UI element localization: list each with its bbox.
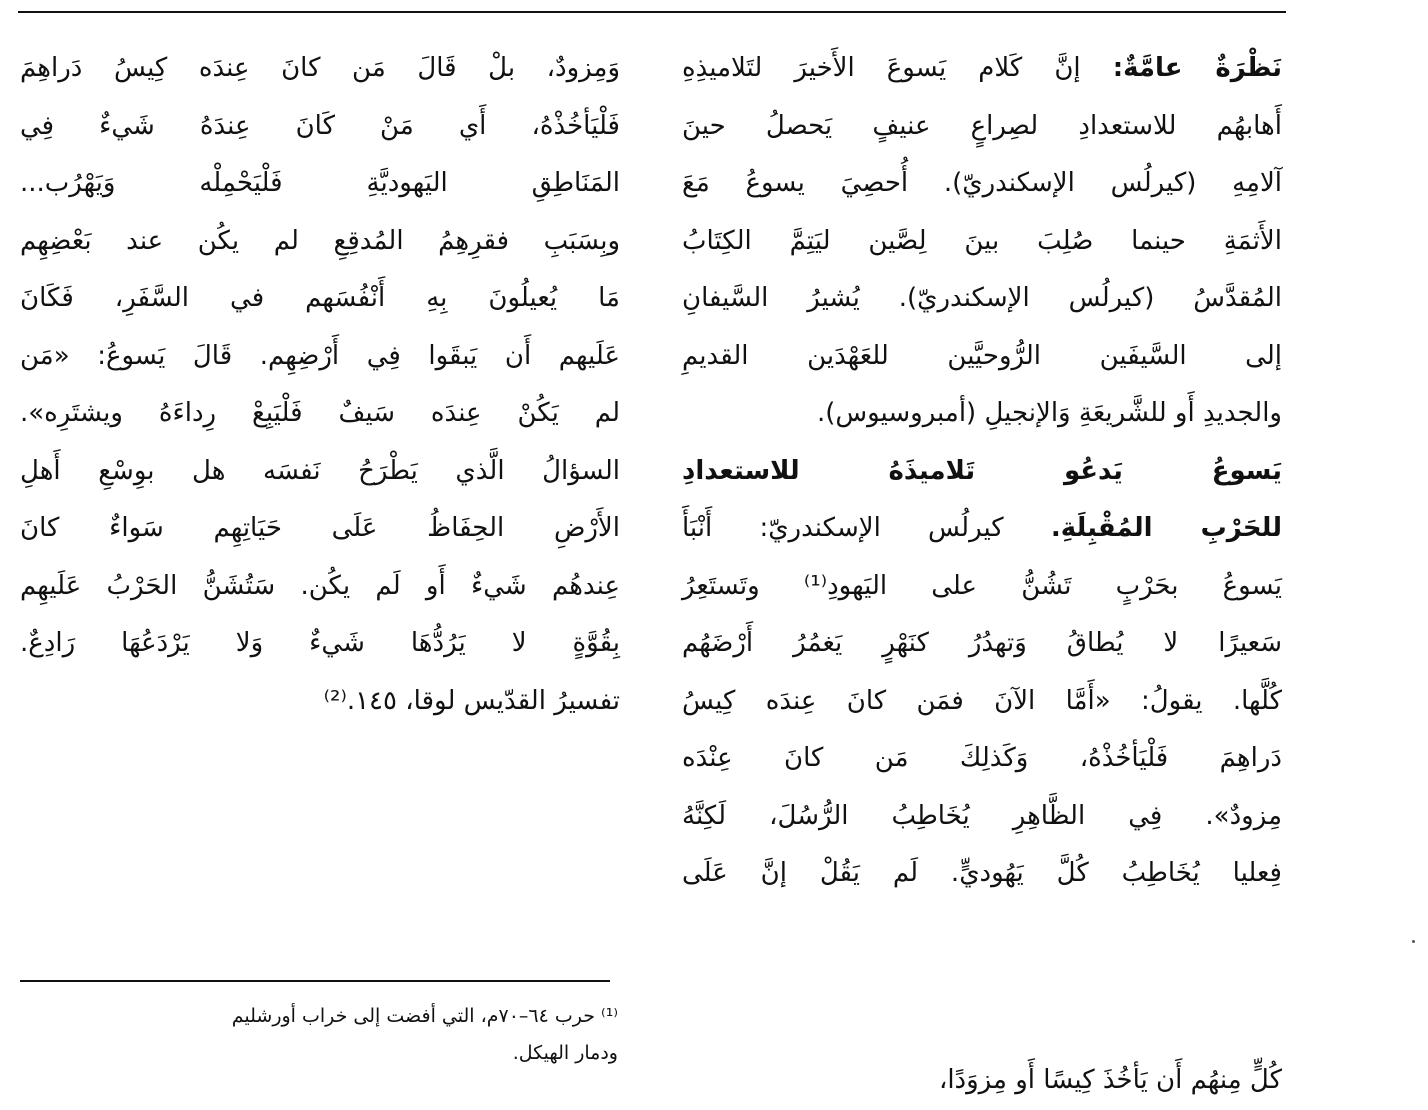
footnote-rule	[20, 980, 610, 982]
body-text: مِزودٌ». فِي الظَّاهِرِ يُخَاطِبُ الرُّسُلَ، لَكِنَّهُ	[682, 800, 1282, 831]
text-line	[682, 558, 1282, 616]
text-line	[682, 443, 1282, 501]
cut-off-line-text: كُلٍّ مِنهُم أَن يَأخُذَ كِيسًا أَو مِزوَدًا،	[938, 1065, 1282, 1095]
body-text: يَسوعُ بحَرْبٍ تَشُنُّ على اليَهودِ⁽¹⁾ وتَستَعِرُ	[682, 570, 1282, 601]
text-line	[20, 98, 620, 156]
cut-off-line	[682, 1065, 1282, 1108]
body-text: بِقُوَّةٍ لا يَرُدُّهَا شَيءٌ وَلا يَرْدَعُهَا رَادِعٌ.	[20, 628, 620, 658]
body-text: عِندهُم شَيءٌ أَو لَم يكُن. سَتُشَنُّ الحَرْبُ عَلَيهِم	[20, 570, 620, 601]
header-rule	[18, 11, 1286, 13]
body-text: سَعيرًا لا يُطاقُ وَتهدُرُ كنَهْرٍ يَغمُرُ أَرْضَهُم	[682, 628, 1282, 658]
body-text: الأَثمَةِ حينما صُلِبَ بينَ لِصَّين ليَتِمَّ الكِتَابُ	[682, 225, 1282, 256]
scan-speck	[1412, 940, 1415, 943]
body-text: المَنَاطِقِ اليَهوديَّةِ فَلْيَحْمِلْه وَيَهْرُب...	[20, 168, 620, 198]
body-text: الأَرْضِ الحِفَاظُ عَلَى حَيَاتِهِم سَواءٌ كانَ	[20, 513, 620, 543]
body-text: فِعليا يُخَاطِبُ كُلَّ يَهُوديٍّ. لَم يَقُلْ إنَّ عَلَى	[682, 858, 1282, 888]
section-heading: نَظْرَةٌ عامَّةٌ:	[1112, 53, 1282, 83]
text-line	[20, 385, 620, 443]
text-line	[682, 673, 1282, 731]
text-line	[20, 615, 620, 673]
body-text: كيرلُس الإسكندريّ: أَنْبَأَ	[682, 513, 1051, 543]
body-text: السؤالُ الَّذي يَطْرَحُ نَفسَه هل بوِسْعِ أَهلِ	[20, 455, 620, 486]
text-line	[682, 788, 1282, 846]
body-text: وبِسَبَبِ فقرِهِمُ المُدقِعِ لم يكُن عند بَعْضِهِم	[20, 225, 620, 256]
text-line	[20, 155, 620, 213]
text-line	[682, 730, 1282, 788]
section-heading: للحَرْبِ المُقْبِلَةِ.	[1050, 513, 1283, 543]
body-text: لم يَكُنْ عِندَه سَيفٌ فَلْيَبِعْ رِداءَهُ ويشتَرِه».	[20, 398, 620, 428]
text-line	[682, 98, 1282, 156]
body-text: عَلَيهم أَن يَبقَوا فِي أَرْضِهِم. قَالَ يَسوعُ: «مَن	[20, 340, 620, 371]
body-text: دَراهِمَ فَلْيَأخُذْهُ، وَكَذلِكَ مَن كانَ عِنْدَه	[682, 743, 1282, 773]
text-line	[682, 385, 1282, 443]
body-text: مَا يُعيلُونَ بِهِ أَنْفُسَهم في السَّفَرِ، فَكَانَ	[20, 283, 620, 313]
right-column	[682, 40, 1282, 903]
text-line	[682, 155, 1282, 213]
body-text: كُلَّها. يقولُ: «أَمَّا الآنَ فمَن كانَ عِندَه كِيسُ	[682, 685, 1282, 716]
body-text: إنَّ كَلام يَسوعَ الأَخيرَ لتَلاميذِهِ	[682, 53, 1113, 83]
text-line	[20, 270, 620, 328]
text-line	[682, 500, 1282, 558]
text-line	[20, 213, 620, 271]
text-line	[20, 40, 620, 98]
text-line	[682, 845, 1282, 903]
text-line	[682, 213, 1282, 271]
text-line	[682, 40, 1282, 98]
body-text: أَهابهُم للاستعدادِ لصِراعٍ عنيفٍ يَحصلُ حينَ	[682, 110, 1282, 141]
text-line	[20, 328, 620, 386]
footnote-1-line-2: ودمار الهيكل.	[512, 1042, 618, 1064]
body-text: فَلْيَأخُذْهُ، أَي مَنْ كَانَ عِندَهُ شَيءٌ فِي	[20, 110, 620, 141]
text-line	[682, 328, 1282, 386]
footnote-1-line-1: ⁽¹⁾ حرب ٦٤–٧٠م، التي أفضت إلى خراب أورشليم	[231, 1005, 618, 1027]
footnotes	[20, 998, 618, 1072]
body-text: وَمِزودٌ، بلْ قَالَ مَن كانَ عِندَه كِيسُ دَراهِمَ	[20, 53, 620, 83]
body-text: المُقدَّسُ (كيرلُس الإسكندريّ). يُشيرُ السَّيفانِ	[682, 283, 1282, 313]
text-line	[682, 270, 1282, 328]
body-text: إلى السَّيفَين الرُّوحيَّين للعَهْدَين القديمِ	[682, 340, 1282, 371]
text-line	[20, 673, 620, 731]
body-text: تفسيرُ القدّيس لوقا، ١٤٥.⁽²⁾	[323, 685, 620, 716]
body-text: والجديدِ أَو للشَّريعَةِ وَالإنجيلِ (أمبروسيوس).	[816, 398, 1282, 428]
left-column	[20, 40, 620, 730]
text-line	[20, 500, 620, 558]
text-line	[20, 558, 620, 616]
text-line	[682, 615, 1282, 673]
text-line	[20, 443, 620, 501]
section-heading: يَسوعُ يَدعُو تَلاميذَهُ للاستعدادِ	[682, 455, 1282, 486]
body-text: آلامِهِ (كيرلُس الإسكندريّ). أُحصِيَ يسوعُ مَعَ	[682, 168, 1282, 198]
